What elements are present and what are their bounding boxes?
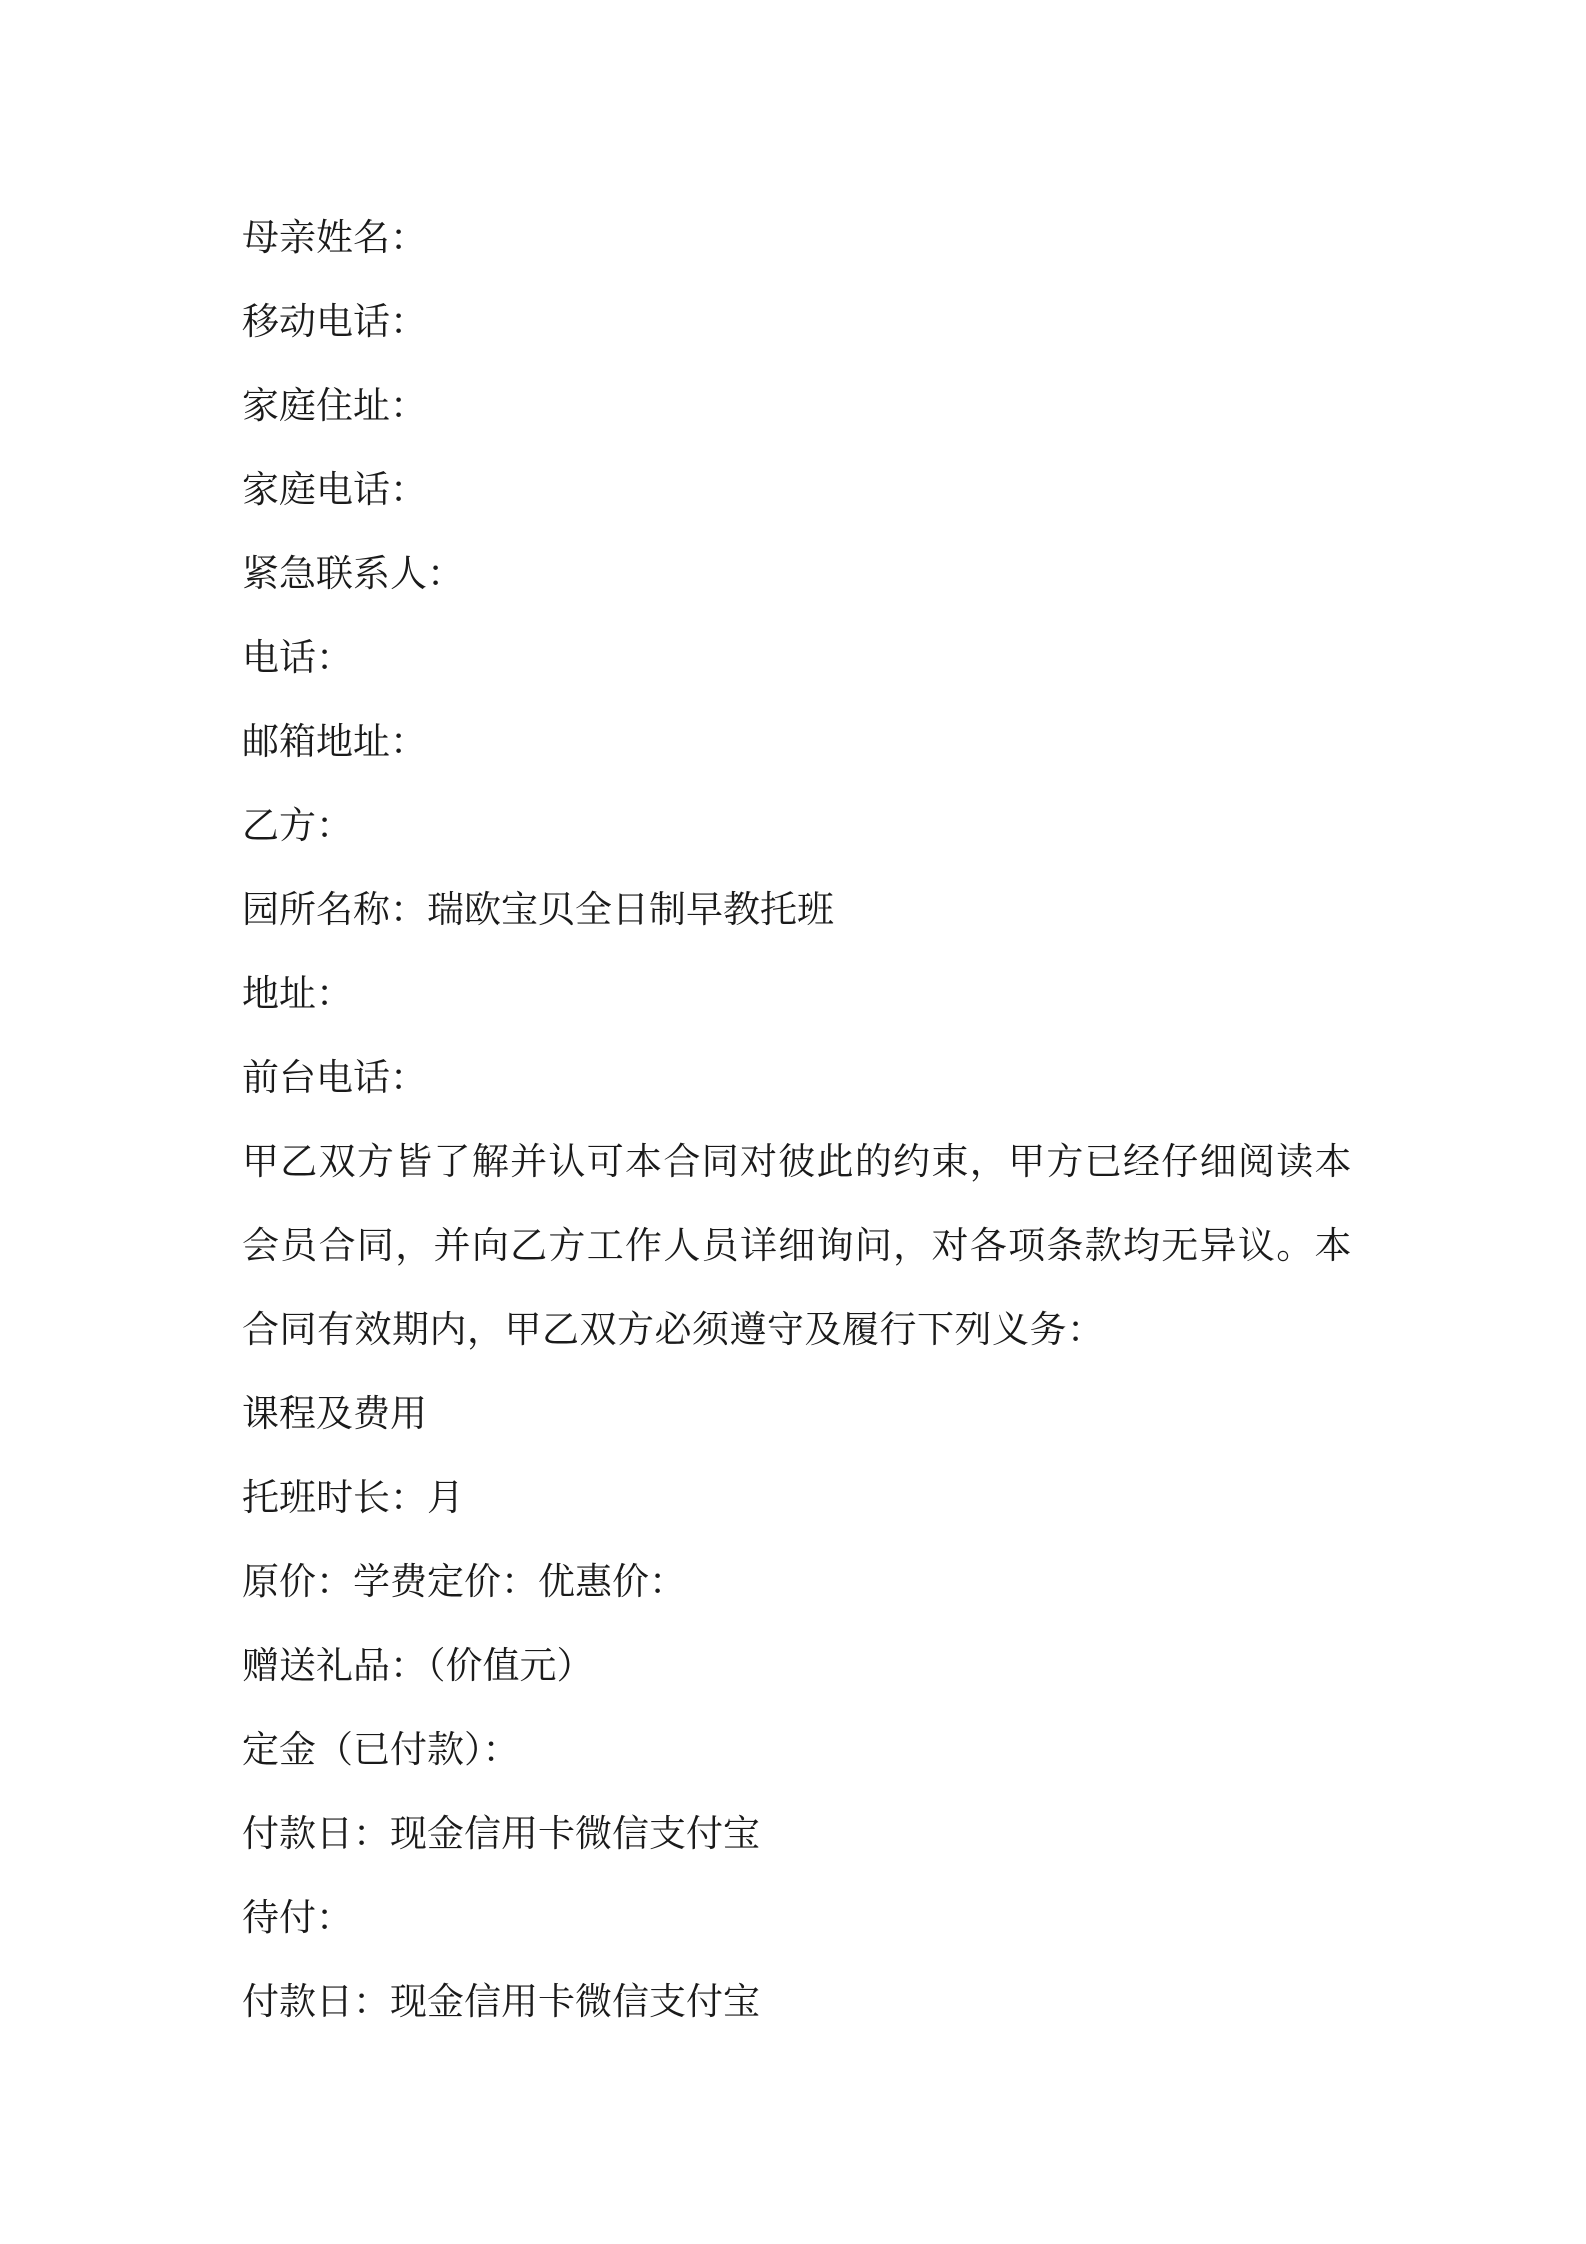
party-b-heading: 乙方： <box>242 804 353 847</box>
email-address-field: 邮箱地址： <box>242 720 427 763</box>
agreement-paragraph: 甲乙双方皆了解并认可本合同对彼此的约束，甲方已经仔细阅读本会员合同，并向乙方工作人员详细询问，对各项条款均无异议。本合同有效期内，甲乙双方必须遵守及履行下列义务： <box>242 1140 1352 1351</box>
address-field: 地址： <box>242 972 353 1015</box>
mobile-phone-field: 移动电话： <box>242 300 427 343</box>
duration-field: 托班时长：月 <box>242 1476 464 1519</box>
home-phone-field: 家庭电话： <box>242 468 427 511</box>
school-name-field: 园所名称：瑞欧宝贝全日制早教托班 <box>242 888 834 931</box>
payment-date-field-2: 付款日：现金信用卡微信支付宝 <box>242 1980 760 2023</box>
front-desk-phone-field: 前台电话： <box>242 1056 427 1099</box>
emergency-contact-field: 紧急联系人： <box>242 552 464 595</box>
payment-date-field: 付款日：现金信用卡微信支付宝 <box>242 1812 760 1855</box>
price-field: 原价：学费定价：优惠价： <box>242 1560 686 1603</box>
gift-field: 赠送礼品：（价值元） <box>242 1644 594 1687</box>
phone-field: 电话： <box>242 636 353 679</box>
deposit-field: 定金（已付款）： <box>242 1728 520 1771</box>
document-body <box>242 196 1352 2044</box>
home-address-field: 家庭住址： <box>242 384 427 427</box>
pending-payment-field: 待付： <box>242 1896 353 1939</box>
mother-name-field: 母亲姓名： <box>242 216 427 259</box>
course-fees-heading: 课程及费用 <box>242 1392 427 1435</box>
